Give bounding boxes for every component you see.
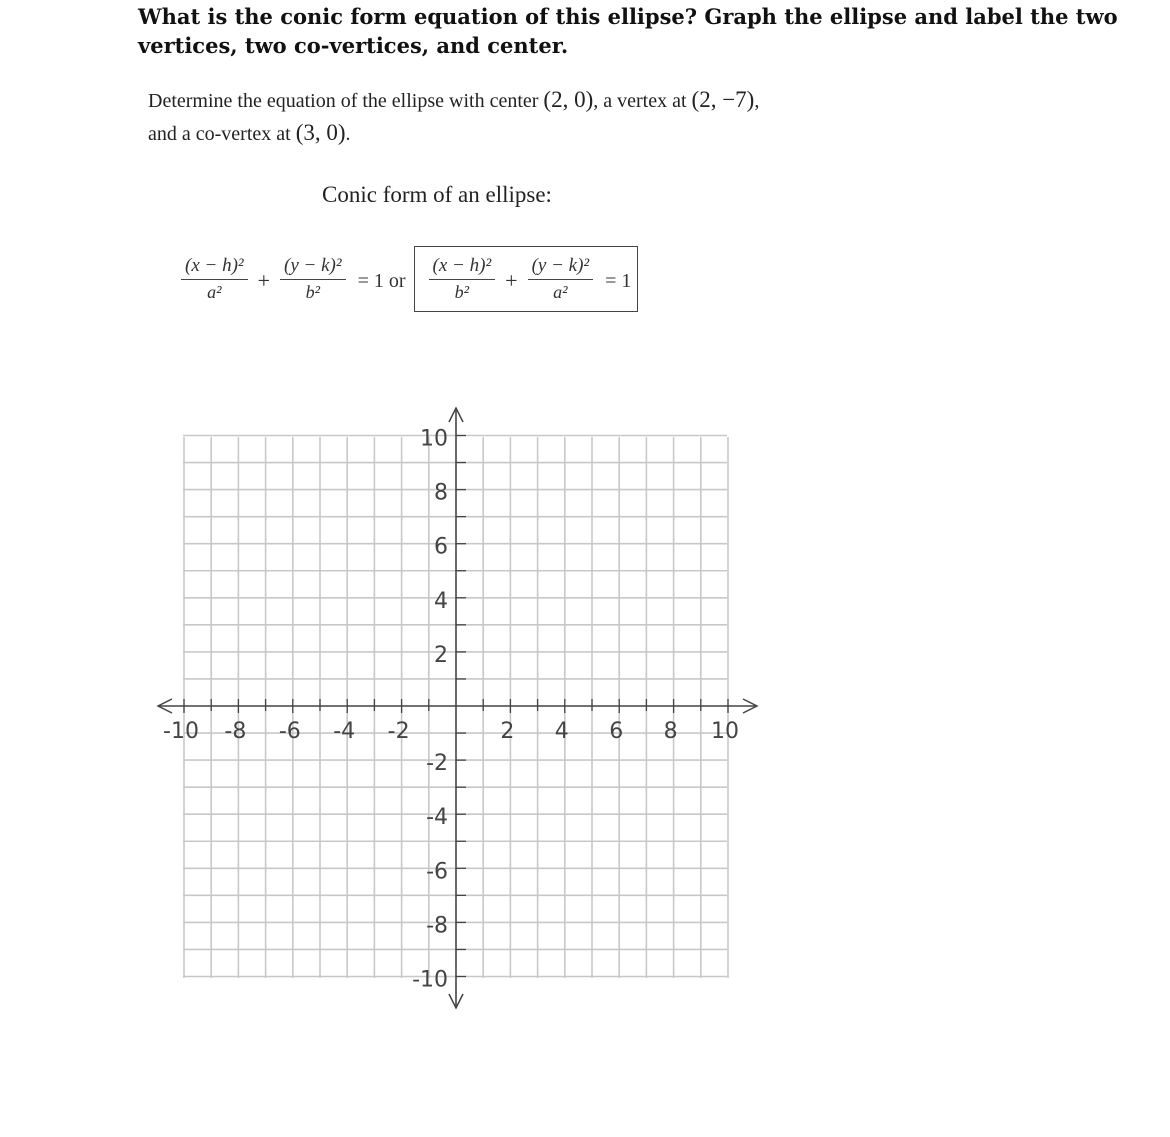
y-tick-label: -8 — [426, 913, 448, 939]
denominator: b² — [305, 282, 320, 302]
y-tick-label: -4 — [426, 805, 448, 831]
x-tick-label: 2 — [500, 719, 515, 744]
x-tick-label: 8 — [663, 719, 678, 744]
center-value: (2, 0) — [543, 87, 594, 112]
denominator: a² — [207, 282, 222, 302]
y-tick-label: 2 — [434, 642, 448, 668]
plus-sign: + — [257, 268, 271, 293]
x-tick-label: -8 — [224, 719, 247, 744]
y-tick-label: 4 — [434, 588, 448, 614]
y-tick-label: 8 — [434, 480, 448, 506]
prompt-text-2: , a vertex at — [593, 90, 692, 112]
covertex-value: (3, 0) — [295, 120, 346, 145]
denominator: a² — [553, 282, 568, 302]
plus-sign: + — [505, 268, 518, 293]
prompt-text-3: , and a co-vertex at — [148, 90, 760, 145]
numerator: (y − k)² — [280, 255, 346, 280]
question-heading: What is the conic form equation of this ellipse? Graph the ellipse and label the two vertices, two co-vertices, and center. — [138, 4, 1118, 58]
y-tick-label: -2 — [426, 751, 448, 777]
x-tick-label: 4 — [554, 719, 569, 744]
prompt-text-4: . — [345, 123, 351, 145]
denominator: b² — [454, 282, 470, 302]
vertex-value: (2, −7) — [691, 87, 755, 112]
y-tick-label: 10 — [420, 426, 448, 452]
y-tick-label: -6 — [426, 859, 448, 885]
prompt-text-1: Determine the equation of the ellipse with center — [148, 90, 544, 112]
numerator: (x − h)² — [429, 255, 496, 280]
numerator: (y − k)² — [528, 255, 594, 280]
x-tick-label: -2 — [387, 719, 410, 744]
x-tick-label: 10 — [711, 719, 739, 744]
x-tick-label: -6 — [278, 719, 301, 744]
y-tick-label: -10 — [412, 967, 448, 993]
equals-one: = 1 — [605, 269, 632, 292]
numerator: (x − h)² — [181, 255, 248, 280]
conic-form-label: Conic form of an ellipse: — [322, 182, 552, 207]
x-tick-label: -10 — [163, 719, 199, 744]
x-tick-label: 6 — [609, 719, 624, 744]
equals-one-or: = 1 or — [357, 269, 406, 292]
y-tick-label: 6 — [434, 534, 448, 560]
x-tick-label: -4 — [333, 719, 356, 744]
